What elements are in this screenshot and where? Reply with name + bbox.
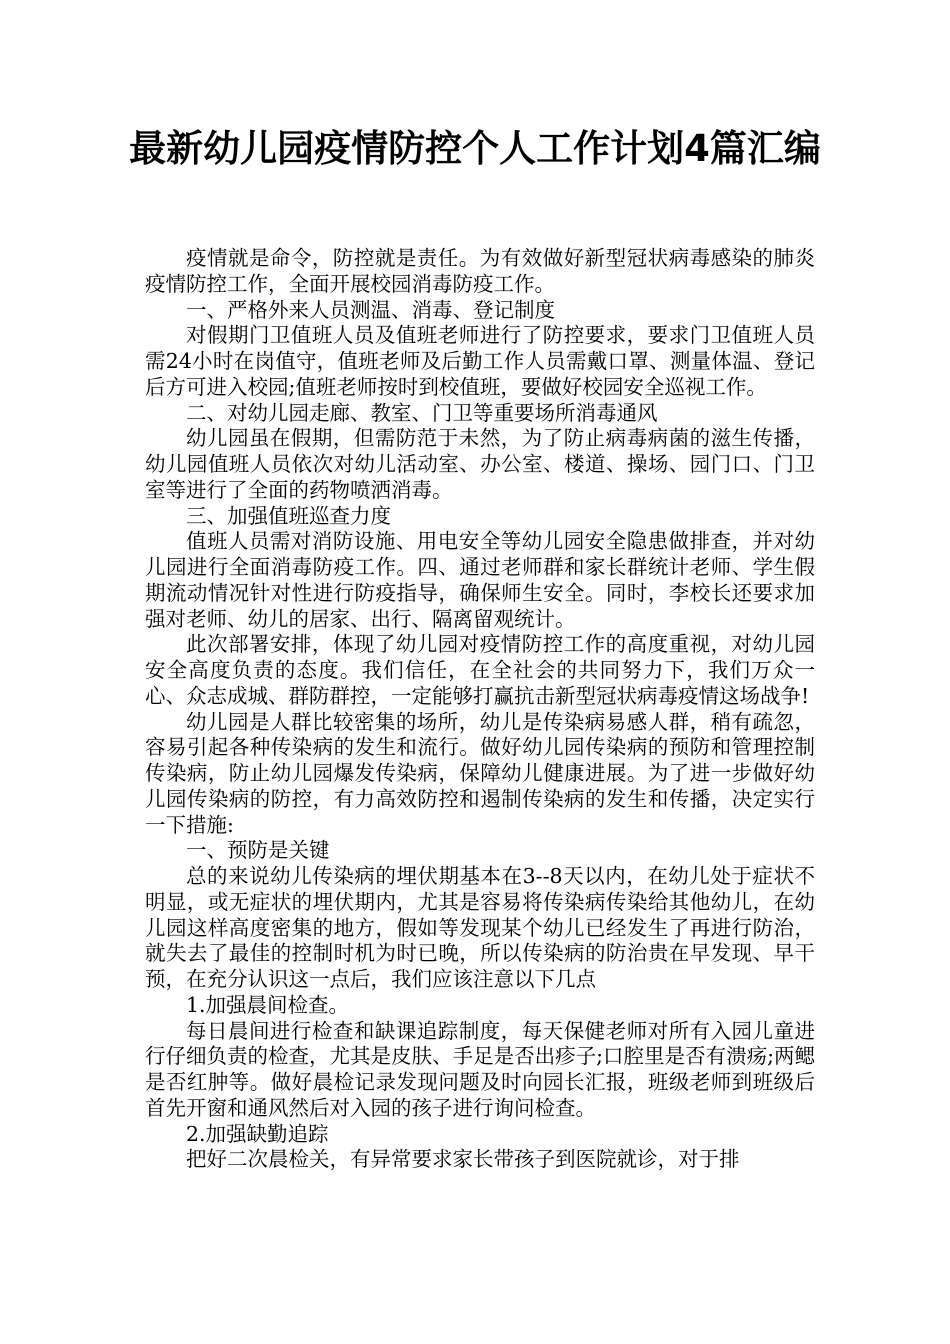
section-heading: 一、预防是关键: [186, 838, 330, 863]
subsection-heading: 1.加强晨间检查。: [186, 992, 350, 1017]
document-body: [145, 246, 815, 1173]
section-heading: 一、严格外来人员测温、消毒、登记制度: [186, 297, 555, 322]
section-heading: 二、对幼儿园走廊、教室、门卫等重要场所消毒通风: [186, 400, 658, 425]
subsection-heading: 2.加强缺勤追踪: [186, 1121, 329, 1146]
paragraph: 总的来说幼儿传染病的埋伏期基本在3--8天以内，在幼儿处于症状不明显，或无症状的埋伏期内，尤其是容易将传染病传染给其他幼儿，在幼儿园这样高度密集的地方，假如等发现某个幼儿已经发生了再进行防治，就失去了最佳的控制时机为时已晚，所以传染病的防治贵在早发现、早干预，在充分认识这一点后，我们应该注意以下几点: [145, 864, 815, 991]
paragraph: 此次部署安排，体现了幼儿园对疫情防控工作的高度重视，对幼儿园安全高度负责的态度。我们信任，在全社会的共同努力下，我们万众一心、众志成城、群防群控，一定能够打赢抗击新型冠状病毒疫情这场战争!: [145, 632, 815, 708]
section-heading: 三、加强值班巡查力度: [186, 503, 391, 528]
page-title: 最新幼儿园疫情防控个人工作计划4篇汇编: [129, 127, 821, 170]
paragraph: 幼儿园是人群比较密集的场所，幼儿是传染病易感人群，稍有疏忽，容易引起各种传染病的发生和流行。做好幼儿园传染病的预防和管理控制传染病，防止幼儿园爆发传染病，保障幼儿健康进展。为了进一步做好幼儿园传染病的防控，有力高效防控和遏制传染病的发生和传播，决定实行一下措施:: [145, 709, 815, 837]
paragraph: 值班人员需对消防设施、用电安全等幼儿园安全隐患做排查，并对幼儿园进行全面消毒防疫工作。四、通过老师群和家长群统计老师、学生假期流动情况针对性进行防疫指导，确保师生安全。同时，李校长还要求加强对老师、幼儿的居家、出行、隔离留观统计。: [145, 529, 815, 631]
paragraph: 每日晨间进行检查和缺课追踪制度，每天保健老师对所有入园儿童进行仔细负责的检查，尤其是皮肤、手足是否出疹子;口腔里是否有溃疡;两鳃是否红肿等。做好晨检记录发现问题及时向园长汇报，班级老师到班级后首先开窗和通风然后对入园的孩子进行询问检查。: [145, 1018, 815, 1120]
paragraph: 疫情就是命令，防控就是责任。为有效做好新型冠状病毒感染的肺炎疫情防控工作，全面开展校园消毒防疫工作。: [145, 246, 815, 296]
paragraph: 幼儿园虽在假期，但需防范于未然，为了防止病毒病菌的滋生传播，幼儿园值班人员依次对幼儿活动室、办公室、楼道、操场、园门口、门卫室等进行了全面的药物喷洒消毒。: [145, 426, 815, 502]
paragraph: 对假期门卫值班人员及值班老师进行了防控要求，要求门卫值班人员需24小时在岗值守，值班老师及后勤工作人员需戴口罩、测量体温、登记后方可进入校园;值班老师按时到校值班，要做好校园安全巡视工作。: [145, 323, 815, 399]
paragraph: 把好二次晨检关，有异常要求家长带孩子到医院就诊，对于排: [186, 1147, 740, 1172]
